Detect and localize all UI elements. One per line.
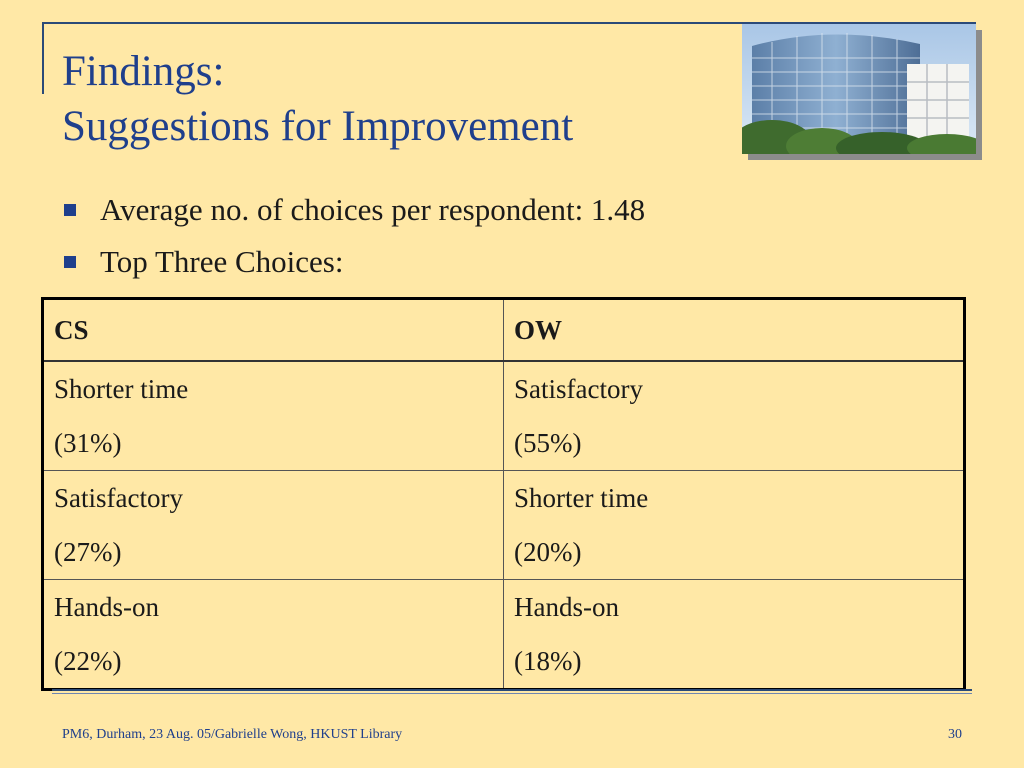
bullet-text: Average no. of choices per respondent: 1.48 xyxy=(100,192,646,227)
header-ow: OW xyxy=(504,299,965,362)
table-cell xyxy=(43,361,504,471)
cell-percent: (31%) xyxy=(54,428,122,458)
cell-label: Satisfactory xyxy=(54,483,183,513)
cell-label: Shorter time xyxy=(54,374,189,404)
cell-percent: (55%) xyxy=(514,428,582,458)
cell-percent: (22%) xyxy=(54,646,122,676)
square-bullet-icon xyxy=(64,256,76,268)
square-bullet-icon xyxy=(64,204,76,216)
cell-label: Hands-on xyxy=(514,592,619,622)
footer-divider-line-thin xyxy=(52,693,972,694)
table-cell xyxy=(504,471,965,580)
bullet-average-choices xyxy=(62,184,645,236)
slide-footer: PM6, Durham, 23 Aug. 05/Gabrielle Wong, HKUST Library xyxy=(62,727,403,742)
table-row xyxy=(43,580,965,690)
bullet-list xyxy=(62,184,645,288)
cell-percent: (27%) xyxy=(54,537,122,567)
table-cell xyxy=(43,471,504,580)
table-cell xyxy=(504,580,965,690)
bullet-text: Top Three Choices: xyxy=(100,244,344,279)
library-building-photo xyxy=(742,24,976,154)
header-cs: CS xyxy=(43,299,504,362)
cell-percent: (20%) xyxy=(514,537,582,567)
table-cell xyxy=(43,580,504,690)
page-number: 30 xyxy=(948,727,962,742)
table-cell xyxy=(504,361,965,471)
table-header-row xyxy=(43,299,965,362)
cell-percent: (18%) xyxy=(514,646,582,676)
top-choices-table xyxy=(41,297,966,691)
slide-title-line-2: Suggestions for Improvement xyxy=(62,103,574,150)
cell-label: Satisfactory xyxy=(514,374,643,404)
title-frame-vertical-line xyxy=(42,22,44,94)
cell-label: Shorter time xyxy=(514,483,649,513)
table-row xyxy=(43,361,965,471)
bullet-top-three xyxy=(62,236,645,288)
footer-divider-line xyxy=(52,689,972,691)
cell-label: Hands-on xyxy=(54,592,159,622)
slide-title-line-1: Findings: xyxy=(62,48,225,95)
slide-title xyxy=(62,44,573,154)
building-illustration xyxy=(742,24,976,154)
table-row xyxy=(43,471,965,580)
